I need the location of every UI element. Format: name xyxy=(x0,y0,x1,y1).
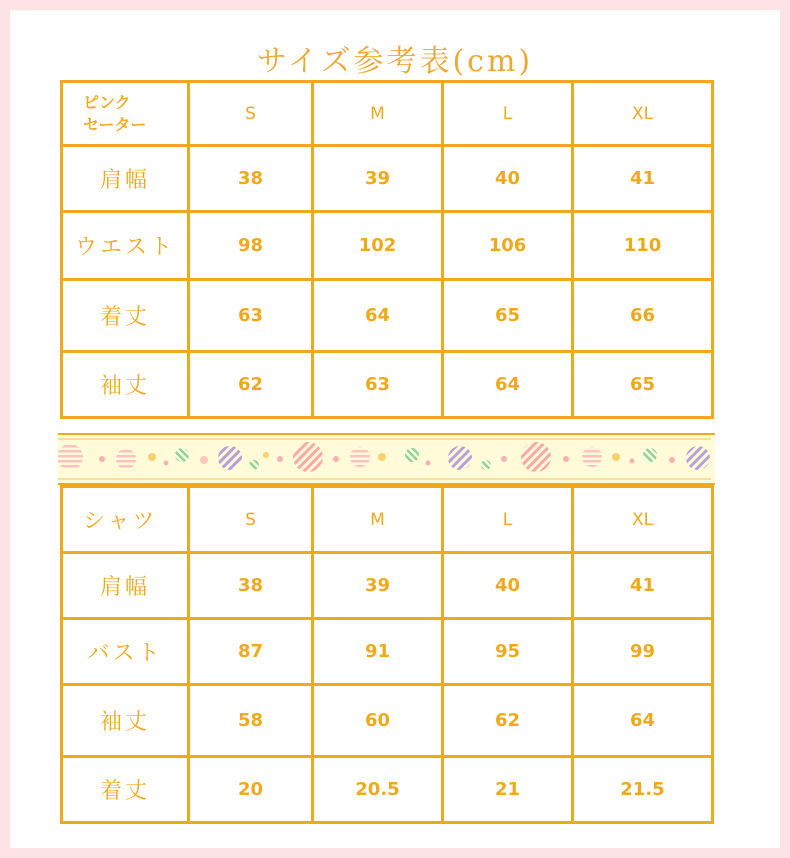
row-label: 着丈 xyxy=(62,280,189,352)
row-label: バスト xyxy=(62,619,189,685)
table-row xyxy=(62,553,713,619)
row-label: ウエスト xyxy=(62,212,189,280)
decorative-dots-pattern xyxy=(58,435,711,483)
table-row xyxy=(62,352,713,418)
value-cell: 41 xyxy=(573,553,713,619)
table-header-row xyxy=(62,82,713,146)
column-header-m: M xyxy=(313,82,443,146)
value-cell: 102 xyxy=(313,212,443,280)
column-header-m: M xyxy=(313,487,443,553)
page-title: サイズ参考表(cm) xyxy=(256,44,534,79)
column-header-xl: XL xyxy=(573,487,713,553)
value-cell: 64 xyxy=(573,685,713,757)
value-cell: 63 xyxy=(313,352,443,418)
row-label: 肩幅 xyxy=(62,146,189,212)
table-row xyxy=(62,146,713,212)
value-cell: 66 xyxy=(573,280,713,352)
table-header-row xyxy=(62,487,713,553)
value-cell: 21 xyxy=(443,757,573,823)
value-cell: 38 xyxy=(189,146,313,212)
column-header-xl: XL xyxy=(573,82,713,146)
value-cell: 62 xyxy=(189,352,313,418)
value-cell: 21.5 xyxy=(573,757,713,823)
table-header-line2: セーター xyxy=(83,114,147,134)
value-cell: 58 xyxy=(189,685,313,757)
table-header-cell: シャツ xyxy=(62,487,189,553)
table-row xyxy=(62,280,713,352)
value-cell: 87 xyxy=(189,619,313,685)
value-cell: 40 xyxy=(443,146,573,212)
column-header-s: S xyxy=(189,487,313,553)
value-cell: 38 xyxy=(189,553,313,619)
value-cell: 39 xyxy=(313,553,443,619)
value-cell: 91 xyxy=(313,619,443,685)
value-cell: 63 xyxy=(189,280,313,352)
column-header-l: L xyxy=(443,82,573,146)
value-cell: 98 xyxy=(189,212,313,280)
value-cell: 41 xyxy=(573,146,713,212)
column-header-s: S xyxy=(189,82,313,146)
row-label: 肩幅 xyxy=(62,553,189,619)
table-row xyxy=(62,619,713,685)
table-row xyxy=(62,757,713,823)
row-label: 袖丈 xyxy=(62,352,189,418)
value-cell: 39 xyxy=(313,146,443,212)
value-cell: 62 xyxy=(443,685,573,757)
table-header-cell xyxy=(62,82,189,146)
value-cell: 95 xyxy=(443,619,573,685)
value-cell: 110 xyxy=(573,212,713,280)
value-cell: 106 xyxy=(443,212,573,280)
value-cell: 99 xyxy=(573,619,713,685)
row-label: 着丈 xyxy=(62,757,189,823)
table-row xyxy=(62,685,713,757)
value-cell: 20 xyxy=(189,757,313,823)
table-row xyxy=(62,212,713,280)
column-header-l: L xyxy=(443,487,573,553)
value-cell: 64 xyxy=(443,352,573,418)
value-cell: 60 xyxy=(313,685,443,757)
value-cell: 20.5 xyxy=(313,757,443,823)
decorative-divider-band xyxy=(58,433,715,485)
size-table-shirt xyxy=(60,485,714,824)
value-cell: 40 xyxy=(443,553,573,619)
value-cell: 64 xyxy=(313,280,443,352)
row-label: 袖丈 xyxy=(62,685,189,757)
value-cell: 65 xyxy=(573,352,713,418)
size-table-sweater xyxy=(60,80,714,419)
table-header-line1: ピンク xyxy=(83,92,131,112)
value-cell: 65 xyxy=(443,280,573,352)
